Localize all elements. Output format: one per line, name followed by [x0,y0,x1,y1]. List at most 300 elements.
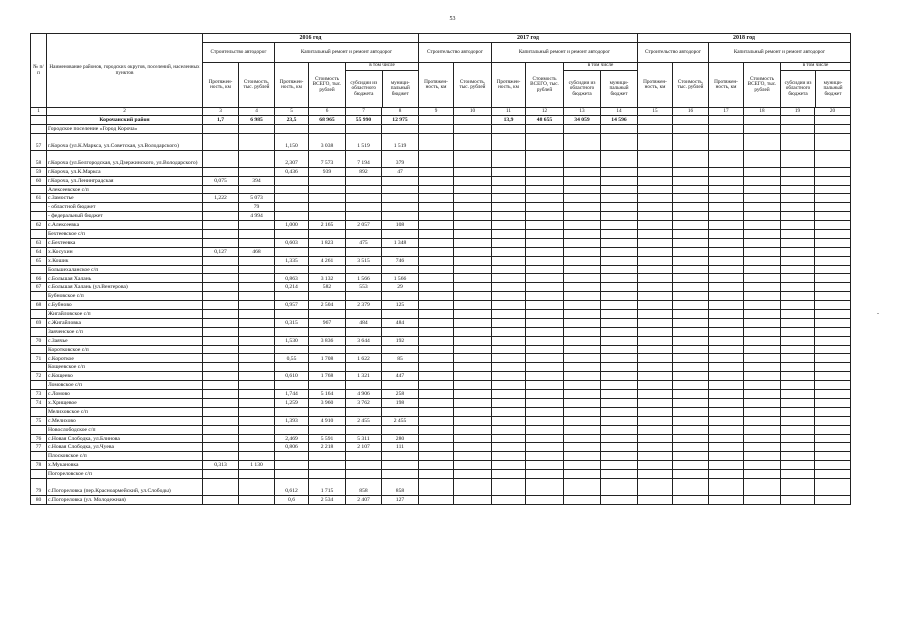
value-cell: 2 534 [309,495,346,504]
value-cell [638,336,673,345]
value-cell [638,221,673,230]
value-cell: 2 165 [309,221,346,230]
row-number: 74 [31,398,47,407]
value-cell: 48 655 [526,116,564,125]
value-cell [564,461,601,470]
header-subsidy: субсидии из областного бюджета [781,71,816,107]
value-cell [526,318,564,327]
value-cell: 468 [239,247,275,256]
row-number [31,230,47,239]
header-col-number: 16 [673,108,709,116]
header-subsidy: субсидии из областного бюджета [346,71,383,107]
header-repair-split [346,63,419,108]
header-municipal: муници-пальный бюджет [609,79,629,97]
value-cell [309,230,346,239]
value-cell [638,176,673,185]
value-cell [275,203,309,212]
value-cell: 4 261 [309,256,346,265]
value-cell [815,318,851,327]
value-cell [492,425,526,434]
value-cell [781,372,815,381]
value-cell [709,274,744,283]
header-repair-length: Протяжен-ность, км [709,63,744,108]
value-cell [492,301,526,310]
value-cell [454,283,492,292]
row-number [31,310,47,319]
value-cell [419,443,454,452]
value-cell [492,318,526,327]
value-cell [601,167,638,176]
value-cell [492,133,526,150]
value-cell: 6 985 [239,116,275,125]
value-cell [275,470,309,479]
value-cell [709,124,744,133]
value-cell [638,452,673,461]
value-cell [781,398,815,407]
value-cell [673,194,709,203]
value-cell [275,194,309,203]
header-col-number: 10 [454,108,492,116]
value-cell: 1 715 [309,478,346,495]
value-cell [601,495,638,504]
table-header [31,34,851,116]
value-cell [454,381,492,390]
value-cell [601,238,638,247]
table-row [31,176,851,185]
value-cell [203,256,239,265]
value-cell [492,247,526,256]
table-row [31,336,851,345]
value-cell [492,390,526,399]
value-cell [709,167,744,176]
value-cell [638,461,673,470]
value-cell: 2 057 [346,221,382,230]
value-cell [815,256,851,265]
value-cell: 14 596 [601,116,638,125]
value-cell [673,221,709,230]
value-cell [673,390,709,399]
value-cell [673,265,709,274]
value-cell [346,425,382,434]
value-cell [492,363,526,372]
value-cell [744,495,781,504]
value-cell [346,194,382,203]
value-cell [203,452,239,461]
value-cell [492,372,526,381]
value-cell [419,185,454,194]
value-cell [346,470,382,479]
table-row [31,354,851,363]
value-cell [564,265,601,274]
value-cell [638,283,673,292]
row-number [31,203,47,212]
value-cell [638,318,673,327]
value-cell [492,310,526,319]
value-cell [638,407,673,416]
value-cell [454,495,492,504]
value-cell [815,443,851,452]
value-cell: 2 379 [346,301,382,310]
section-row [31,470,851,479]
value-cell [419,327,454,336]
value-cell: 79 [239,203,275,212]
value-cell [781,256,815,265]
roads-table [30,33,851,505]
value-cell [526,416,564,425]
value-cell [492,478,526,495]
value-cell [815,461,851,470]
value-cell [638,301,673,310]
value-cell [203,133,239,150]
section-name: Кощеевское с/п [47,363,203,372]
row-number: 59 [31,167,47,176]
value-cell [382,176,419,185]
value-cell [419,310,454,319]
value-cell: 4 906 [346,390,382,399]
value-cell: 3 038 [309,133,346,150]
value-cell: 108 [382,221,419,230]
value-cell [744,452,781,461]
value-cell [309,452,346,461]
section-row [31,124,851,133]
value-cell [638,425,673,434]
value-cell [673,283,709,292]
value-cell: 0,603 [275,238,309,247]
value-cell [815,354,851,363]
value-cell [526,212,564,221]
value-cell [709,185,744,194]
value-cell [744,292,781,301]
value-cell [744,416,781,425]
value-cell [744,345,781,354]
value-cell [346,212,382,221]
value-cell [564,150,601,167]
value-cell [673,133,709,150]
value-cell [492,292,526,301]
value-cell: 4 994 [239,212,275,221]
value-cell [709,318,744,327]
value-cell [638,327,673,336]
value-cell [526,203,564,212]
value-cell [239,327,275,336]
value-cell [601,292,638,301]
value-cell [564,372,601,381]
value-cell [815,167,851,176]
value-cell [203,124,239,133]
value-cell [638,238,673,247]
value-cell [744,381,781,390]
value-cell [709,301,744,310]
value-cell [564,274,601,283]
value-cell [673,247,709,256]
value-cell [492,398,526,407]
value-cell [815,212,851,221]
value-cell [382,194,419,203]
value-cell [526,354,564,363]
value-cell [203,327,239,336]
value-cell [564,452,601,461]
value-cell [419,336,454,345]
header-col-number: 13 [564,108,601,116]
value-cell [492,336,526,345]
value-cell [815,416,851,425]
value-cell [815,176,851,185]
value-cell [601,274,638,283]
value-cell [601,310,638,319]
value-cell [781,354,815,363]
value-cell [601,398,638,407]
value-cell [601,124,638,133]
table-body [31,116,851,505]
value-cell [744,283,781,292]
value-cell [203,407,239,416]
header-repair-cost-total: Стоимость ВСЕГО, тыс. рублей [744,63,781,108]
value-cell [419,345,454,354]
value-cell [382,310,419,319]
value-cell [564,425,601,434]
value-cell [564,416,601,425]
row-number: 78 [31,461,47,470]
row-number: 73 [31,390,47,399]
value-cell [673,407,709,416]
value-cell [744,256,781,265]
value-cell [744,310,781,319]
value-cell [781,265,815,274]
value-cell [492,194,526,203]
value-cell [815,185,851,194]
value-cell [419,212,454,221]
table-row [31,495,851,504]
value-cell [744,230,781,239]
value-cell [454,407,492,416]
value-cell [709,461,744,470]
value-cell [638,434,673,443]
value-cell [601,416,638,425]
section-name: Новослободское с/п [47,425,203,434]
value-cell [239,124,275,133]
value-cell: 5 591 [309,434,346,443]
value-cell [526,425,564,434]
value-cell [203,443,239,452]
value-cell [419,398,454,407]
value-cell: 5 164 [309,390,346,399]
value-cell [744,221,781,230]
value-cell [309,203,346,212]
table-row [31,274,851,283]
value-cell: 0,436 [275,167,309,176]
value-cell [239,443,275,452]
value-cell [309,194,346,203]
value-cell [526,283,564,292]
header-repair-split [781,63,851,108]
value-cell [492,407,526,416]
value-cell: 7 573 [309,150,346,167]
value-cell [638,150,673,167]
value-cell [454,443,492,452]
value-cell [492,124,526,133]
value-cell: 379 [382,150,419,167]
value-cell: 1 519 [346,133,382,150]
value-cell [781,176,815,185]
value-cell [382,185,419,194]
value-cell [492,265,526,274]
value-cell [709,221,744,230]
locality-name: Корочанский район [47,116,203,125]
value-cell [781,301,815,310]
value-cell [815,274,851,283]
value-cell [744,124,781,133]
value-cell [203,318,239,327]
value-cell [781,416,815,425]
value-cell [239,310,275,319]
value-cell [815,495,851,504]
value-cell [744,390,781,399]
value-cell: 967 [309,318,346,327]
value-cell [744,274,781,283]
value-cell: 3 762 [346,398,382,407]
value-cell [673,124,709,133]
value-cell [744,443,781,452]
value-cell [203,470,239,479]
side-mark: - [877,311,879,317]
value-cell [709,478,744,495]
value-cell: 23,5 [275,116,309,125]
header-repair-2018: Капитальный ремонт и ремонт автодорог [709,43,851,63]
value-cell: 198 [382,398,419,407]
value-cell: 0,806 [275,443,309,452]
value-cell [203,398,239,407]
value-cell [781,407,815,416]
header-col-number: 4 [239,108,275,116]
value-cell [492,167,526,176]
value-cell [239,221,275,230]
value-cell: 111 [382,443,419,452]
value-cell [673,116,709,125]
value-cell [454,354,492,363]
value-cell [601,327,638,336]
locality-name: г.Короча, ул.К.Маркса [47,167,203,176]
value-cell [709,176,744,185]
value-cell [275,381,309,390]
row-number: 62 [31,221,47,230]
value-cell [275,176,309,185]
value-cell [744,133,781,150]
value-cell [382,212,419,221]
value-cell [492,274,526,283]
value-cell [346,265,382,274]
value-cell: 1,7 [203,116,239,125]
value-cell [203,372,239,381]
row-number [31,212,47,221]
value-cell [744,185,781,194]
value-cell [275,345,309,354]
value-cell [815,425,851,434]
value-cell [601,434,638,443]
value-cell [526,452,564,461]
value-cell [564,478,601,495]
value-cell [492,461,526,470]
header-col-number: 14 [601,108,638,116]
value-cell [203,185,239,194]
value-cell [239,133,275,150]
value-cell [781,247,815,256]
header-construction-length: Протяжен-ность, км [203,63,239,108]
value-cell [638,345,673,354]
value-cell [564,212,601,221]
value-cell [709,256,744,265]
value-cell [309,345,346,354]
locality-name: с.Жигайловка [47,318,203,327]
value-cell [815,265,851,274]
value-cell [673,398,709,407]
locality-name: с.Новая Слободка, ул.Чуева [47,443,203,452]
value-cell [673,354,709,363]
locality-name: с.Заячье [47,336,203,345]
value-cell [454,265,492,274]
value-cell: 746 [382,256,419,265]
value-cell [454,398,492,407]
header-construction-2016: Строительство автодорог [203,43,275,63]
value-cell [454,452,492,461]
value-cell [492,176,526,185]
table-row [31,212,851,221]
value-cell [744,247,781,256]
value-cell [275,327,309,336]
value-cell [454,363,492,372]
value-cell [673,425,709,434]
locality-name: с.Погореловка (пер.Красноармейский, ул.Слободы) [47,478,203,495]
value-cell [744,478,781,495]
value-cell [673,416,709,425]
value-cell [492,495,526,504]
value-cell [239,398,275,407]
value-cell: 2 455 [346,416,382,425]
value-cell [346,381,382,390]
value-cell [638,363,673,372]
value-cell [709,434,744,443]
value-cell: 0,315 [275,318,309,327]
section-row [31,265,851,274]
value-cell [203,292,239,301]
locality-name: х.Косухин [47,247,203,256]
value-cell [638,310,673,319]
value-cell [419,124,454,133]
value-cell [673,256,709,265]
value-cell [709,443,744,452]
row-number [31,265,47,274]
value-cell [815,301,851,310]
locality-name: г.Короча (ул.К.Маркса, ул.Советская, ул.Володарского) [47,133,203,150]
value-cell: 1 519 [382,133,419,150]
header-col-number: 18 [744,108,781,116]
value-cell [239,318,275,327]
value-cell [419,194,454,203]
value-cell [454,274,492,283]
value-cell [744,167,781,176]
value-cell [781,274,815,283]
value-cell [346,124,382,133]
value-cell: 0,612 [275,478,309,495]
section-name: Плосковское с/п [47,452,203,461]
value-cell [744,461,781,470]
section-name: Алексеевское с/п [47,185,203,194]
value-cell [709,425,744,434]
value-cell [526,407,564,416]
table-row [31,256,851,265]
row-number [31,425,47,434]
value-cell [673,452,709,461]
value-cell [454,256,492,265]
